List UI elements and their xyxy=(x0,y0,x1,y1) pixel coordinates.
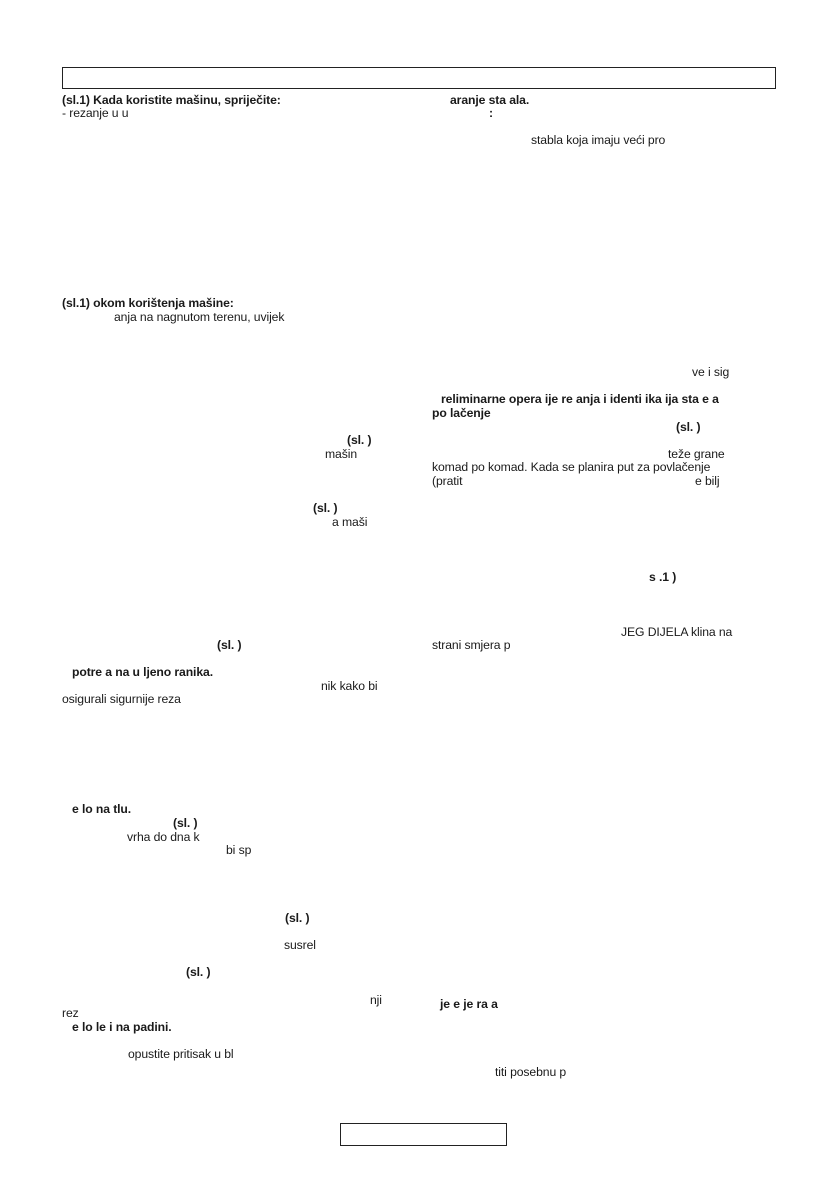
left-heading-padini: e lo le i na padini. xyxy=(72,1020,172,1034)
right-heading-preliminarne-2: po lačenje xyxy=(432,406,491,420)
left-frag-susrel: susrel xyxy=(284,938,316,952)
right-ref-sl-7: (sl. ) xyxy=(676,420,701,434)
left-frag-nik-kako-bi: nik kako bi xyxy=(321,679,378,693)
right-frag-jeg-dijela: JEG DIJELA klina na xyxy=(621,625,733,639)
left-ref-sl-6: (sl. ) xyxy=(186,965,211,979)
right-frag-e-bilj: e bilj xyxy=(695,474,720,488)
left-heading-fig1-prevent: (sl.1) Kada koristite mašinu, spriječite: xyxy=(62,93,281,107)
left-frag-rez: rez xyxy=(62,1006,79,1020)
right-line-komad: komad po komad. Kada se planira put za povlačenje xyxy=(432,460,711,474)
left-line-rezanje: - rezanje u u xyxy=(62,106,129,120)
left-ref-sl-2: (sl. ) xyxy=(313,501,338,515)
left-heading-na-tlu: e lo na tlu. xyxy=(72,802,132,816)
left-ref-sl-5: (sl. ) xyxy=(285,911,310,925)
footer-page-box xyxy=(340,1123,507,1146)
right-line-stabla: stabla koja imaju veći pro xyxy=(531,133,666,147)
right-frag-teze-grane: teže grane xyxy=(668,447,725,461)
right-heading-obaranje: aranje sta ala. xyxy=(450,93,530,107)
left-heading-fig1-while-using: (sl.1) okom korištenja mašine: xyxy=(62,296,234,310)
left-frag-masin: mašin xyxy=(325,447,358,461)
left-line-nagnutom: anja na nagnutom terenu, uvijek xyxy=(114,310,285,324)
right-heading-preliminarne-1: reliminarne opera ije re anja i identi ika ija sta e a xyxy=(441,392,719,406)
left-frag-bi-sp: bi sp xyxy=(226,843,252,857)
right-frag-pratit: (pratit xyxy=(432,474,463,488)
left-frag-a-masi: a maši xyxy=(332,515,368,529)
left-frag-opustite: opustite pritisak u bl xyxy=(128,1047,234,1061)
left-ref-sl-4: (sl. ) xyxy=(173,816,198,830)
left-frag-vrha: vrha do dna k xyxy=(127,830,200,844)
left-frag-nji: nji xyxy=(370,993,382,1007)
right-ref-s1: s .1 ) xyxy=(649,570,677,584)
left-line-osigurali: osigurali sigurnije reza xyxy=(62,692,181,706)
left-heading-potrebna: potre a na u ljeno ranika. xyxy=(72,665,213,679)
left-ref-sl-3: (sl. ) xyxy=(217,638,242,652)
right-frag-titi: titi posebnu p xyxy=(495,1065,567,1079)
right-heading-je-e-je: je e je ra a xyxy=(440,997,498,1011)
left-ref-sl-1: (sl. ) xyxy=(347,433,372,447)
header-title-box xyxy=(62,67,776,89)
right-frag-ve-i-sig: ve i sig xyxy=(692,365,730,379)
right-frag-colon: : xyxy=(489,106,493,120)
right-line-strani: strani smjera p xyxy=(432,638,511,652)
